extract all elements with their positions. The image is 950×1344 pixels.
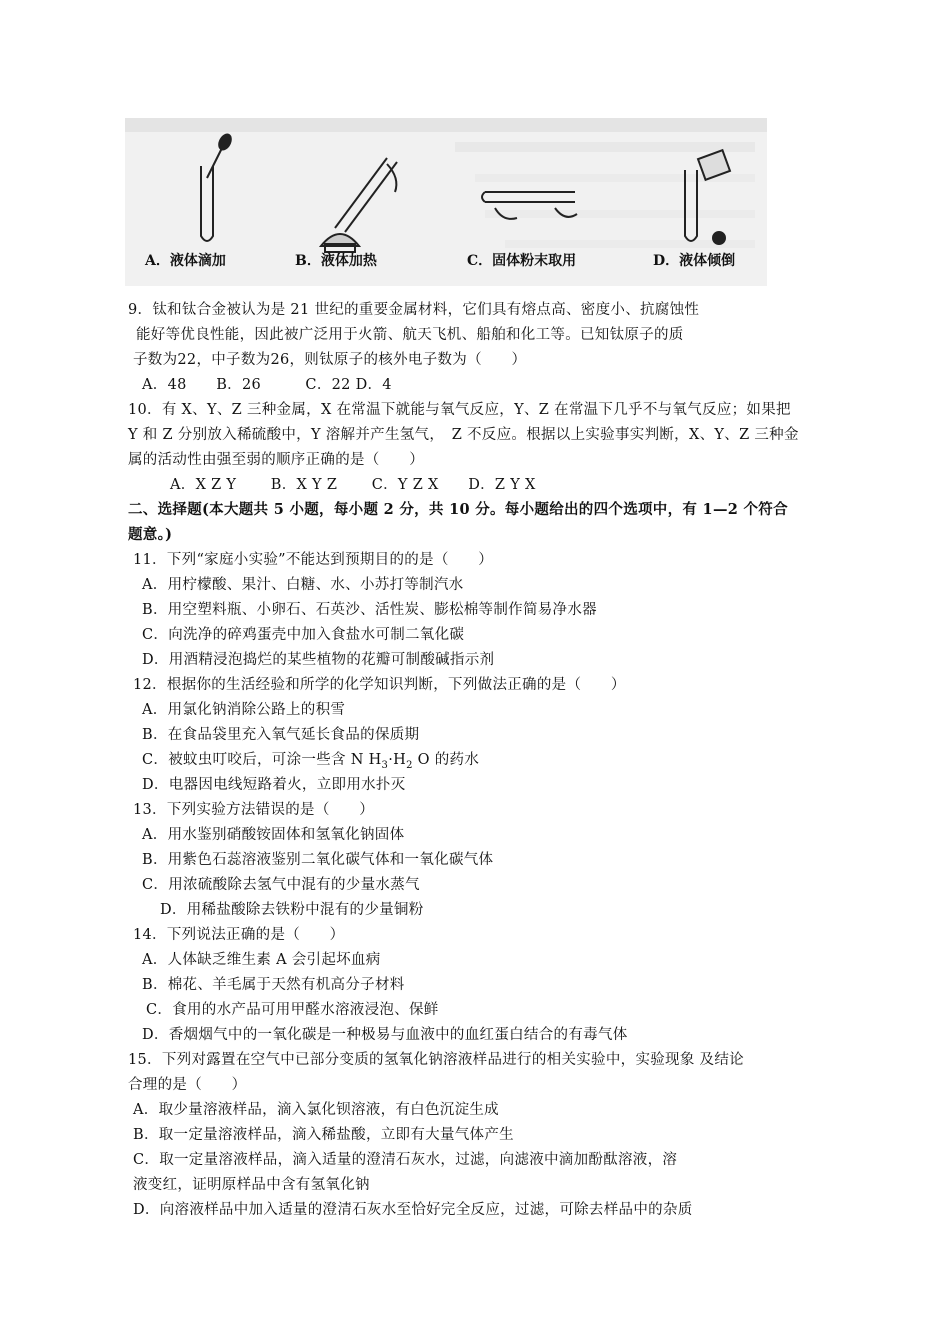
q15-option-b: B．取一定量溶液样品，滴入稀盐酸，立即有大量气体产生	[133, 1127, 514, 1143]
q11-option-c: C．向洗净的碎鸡蛋壳中加入食盐水可制二氧化碳	[142, 627, 465, 643]
q11-stem: 11．下列“家庭小实验”不能达到预期目的的是（ ）	[133, 552, 494, 568]
q15-option-a: A．取少量溶液样品，滴入氯化钡溶液，有白色沉淀生成	[133, 1102, 499, 1118]
q9-line3: 子数为22，中子数为26，则钛原子的核外电子数为（ ）	[133, 352, 527, 368]
q14-option-d: D．香烟烟气中的一氧化碳是一种极易与血液中的血红蛋白结合的有毒气体	[142, 1027, 628, 1043]
q13-option-b: B．用紫色石蕊溶液鉴别二氧化碳气体和一氧化碳气体	[142, 852, 494, 868]
q15-option-c-line1: C．取一定量溶液样品，滴入适量的澄清石灰水，过滤，向滤液中滴加酚酞溶液，溶	[133, 1152, 678, 1168]
section2-heading-line2: 题意。)	[128, 526, 173, 543]
q12-option-c-post: O 的药水	[412, 752, 480, 768]
experiment-figure	[125, 118, 767, 286]
caption-c: C．固体粉末取用	[467, 253, 577, 269]
q10-options: A．X Z Y B．X Y Z C．Y Z X D．Z Y X	[170, 477, 536, 493]
q12-stem: 12．根据你的生活经验和所学的化学知识判断，下列做法正确的是（ ）	[133, 677, 626, 693]
q11-option-d: D．用酒精浸泡捣烂的某些植物的花瓣可制酸碱指示剂	[142, 652, 495, 668]
q13-option-d: D．用稀盐酸除去铁粉中混有的少量铜粉	[160, 902, 424, 918]
q15-line2: 合理的是（ ）	[128, 1077, 247, 1093]
q9-options: A．48 B．26 C．22 D．4	[142, 377, 392, 393]
q12-option-b: B．在食品袋里充入氧气延长食品的保质期	[142, 727, 420, 743]
dropper-tube-drawing	[201, 133, 233, 241]
q12-option-c-sub2: 2	[406, 759, 413, 771]
caption-b: B．液体加热	[295, 253, 377, 269]
q13-option-c: C．用浓硫酸除去氢气中混有的少量水蒸气	[142, 877, 420, 893]
q15-option-d: D．向溶液样品中加入适量的澄清石灰水至恰好完全反应，过滤，可除去样品中的杂质	[133, 1202, 693, 1218]
q12-option-c-sub1: 3	[381, 759, 389, 771]
caption-d: D．液体倾倒	[653, 253, 736, 269]
heating-drawing	[321, 158, 397, 252]
q10-line3: 属的活动性由强至弱的顺序正确的是（ ）	[128, 452, 424, 468]
q14-option-a: A．人体缺乏维生素 A 会引起坏血病	[142, 952, 381, 968]
q9-line2: 能好等优良性能，因此被广泛用于火箭、航天飞机、船舶和化工等。已知钛原子的质	[136, 327, 684, 343]
q12-option-d: D．电器因电线短路着火，立即用水扑灭	[142, 777, 406, 793]
q15-line1: 15．下列对露置在空气中已部分变质的氢氧化钠溶液样品进行的相关实验中，实验现象 及结论	[128, 1052, 744, 1068]
q14-option-b: B．棉花、羊毛属于天然有机高分子材料	[142, 977, 405, 993]
q14-option-c: C．食用的水产品可用甲醛水溶液浸泡、保鲜	[146, 1002, 439, 1018]
q15-option-c-line2: 液变红，证明原样品中含有氢氧化钠	[133, 1177, 370, 1193]
q9-line1: 9．钛和钛合金被认为是 21 世纪的重要金属材料，它们具有熔点高、密度小、抗腐蚀性	[128, 302, 700, 318]
q13-option-a: A．用水鉴别硝酸铵固体和氢氧化钠固体	[142, 827, 405, 843]
q10-line1: 10．有 X、Y、Z 三种金属，X 在常温下就能与氧气反应，Y、Z 在常温下几乎不与氧气反应；如果把	[128, 402, 791, 418]
q10-line2: Y 和 Z 分别放入稀硫酸中，Y 溶解并产生氢气， Z 不反应。根据以上实验事实判断，X、Y、Z 三种金	[128, 427, 799, 443]
section2-heading-line1: 二、选择题(本大题共 5 小题，每小题 2 分，共 10 分。每小题给出的四个选项中，有 1—2 个符合	[128, 501, 788, 518]
pouring-drawing	[685, 150, 730, 244]
q11-option-b: B．用空塑料瓶、小卵石、石英沙、活性炭、膨松棉等制作简易净水器	[142, 602, 597, 618]
q12-option-a: A．用氯化钠消除公路上的积雪	[142, 702, 346, 718]
caption-a: A．液体滴加	[145, 253, 226, 269]
q12-option-c-text: C．被蚊虫叮咬后，可涂一些含 N H	[142, 752, 382, 768]
q14-stem: 14．下列说法正确的是（ ）	[133, 927, 345, 943]
q11-option-a: A．用柠檬酸、果汁、白糖、水、小苏打等制汽水	[142, 577, 464, 593]
q12-option-c-mid: ·H	[388, 752, 407, 768]
q12-option-c	[142, 750, 479, 776]
q13-stem: 13．下列实验方法错误的是（ ）	[133, 802, 375, 818]
